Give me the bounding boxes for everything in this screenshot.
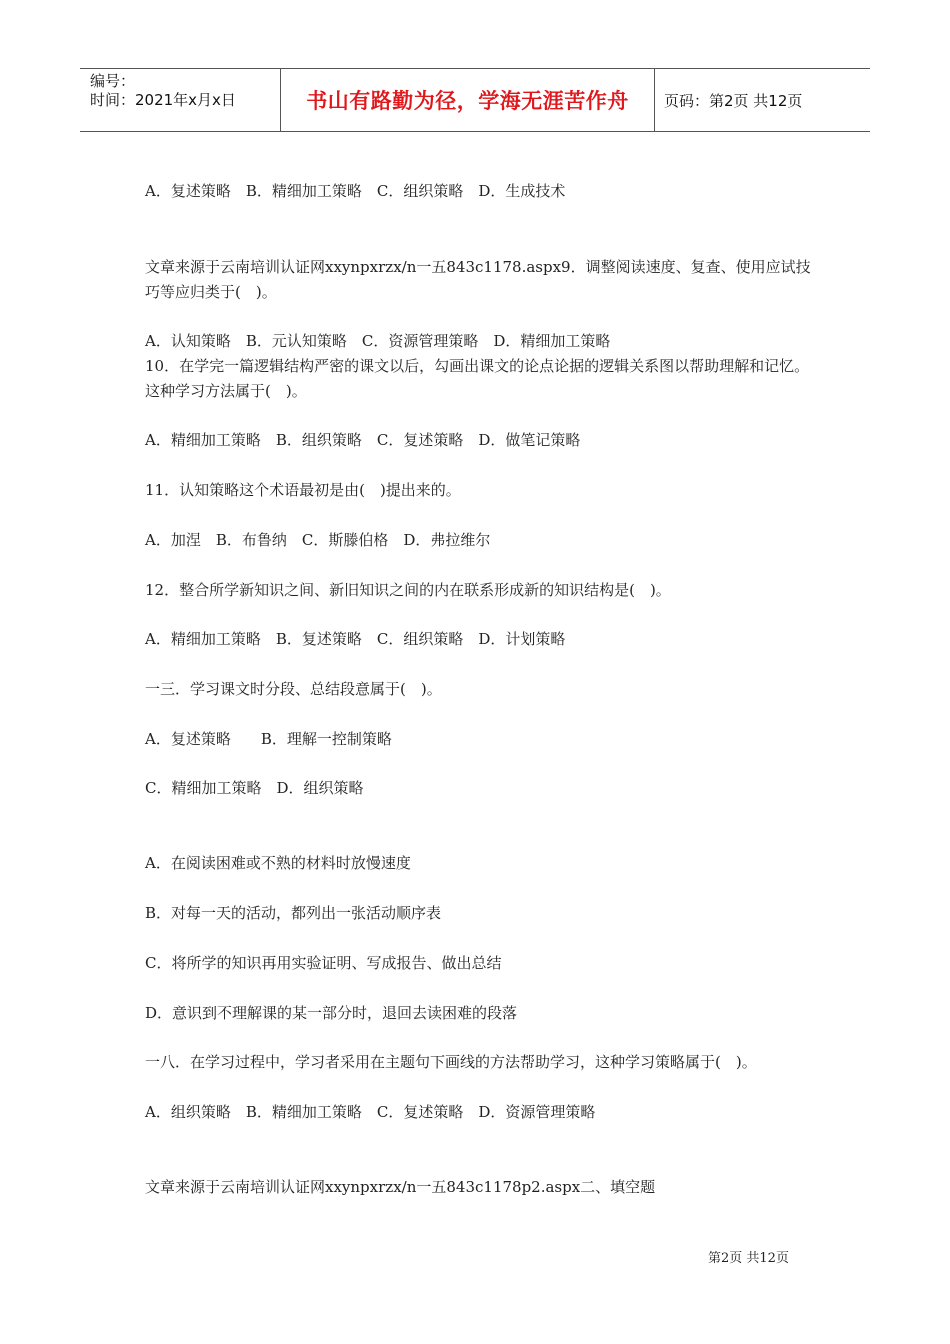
answer-options: C．精细加工策略 D．组织策略 [145, 779, 364, 797]
answer-options: A．复述策略 B．精细加工策略 C．组织策略 D．生成技术 [145, 182, 566, 200]
page-footer: 第2页 共12页 [708, 1251, 789, 1266]
question-text: 一三．学习课文时分段、总结段意属于( )。 [145, 680, 442, 698]
answer-options: A．精细加工策略 B．复述策略 C．组织策略 D．计划策略 [145, 630, 566, 648]
answer-options: A．认知策略 B．元认知策略 C．资源管理策略 D．精细加工策略 [145, 332, 611, 350]
answer-options: A．组织策略 B．精细加工策略 C．复述策略 D．资源管理策略 [145, 1103, 596, 1121]
answer-option: C．将所学的知识再用实验证明、写成报告、做出总结 [145, 954, 502, 972]
header-meta [90, 72, 236, 110]
question-text: 文章来源于云南培训认证网xxynpxrzx/n一五843c1178.aspx9．调整阅读速度、复查、使用应试技巧等应归类于( )。 [145, 258, 811, 301]
answer-options: A．精细加工策略 B．组织策略 C．复述策略 D．做笔记策略 [145, 431, 581, 449]
question-text: 11．认知策略这个术语最初是由( )提出来的。 [145, 481, 461, 499]
document-number-label: 编号： [90, 72, 136, 90]
question-text: 10．在学完一篇逻辑结构严密的课文以后，勾画出课文的论点论据的逻辑关系图以帮助理解和记忆。这种学习方法属于( )。 [145, 357, 810, 400]
header-page-info: 页码：第2页 共12页 [664, 91, 803, 110]
document-time-label: 时间：2021年x月x日 [90, 91, 236, 109]
header-motto: 书山有路勤为径，学海无涯苦作舟 [306, 89, 629, 113]
header-divider [654, 69, 655, 131]
answer-option: D．意识到不理解课的某一部分时，退回去读困难的段落 [145, 1004, 518, 1022]
answer-option: A．在阅读困难或不熟的材料时放慢速度 [145, 854, 411, 872]
page-header [80, 68, 870, 132]
question-text: 12．整合所学新知识之间、新旧知识之间的内在联系形成新的知识结构是( )。 [145, 581, 671, 599]
answer-options: A．加涅 B．布鲁纳 C．斯滕伯格 D．弗拉维尔 [145, 531, 491, 549]
source-note: 文章来源于云南培训认证网xxynpxrzx/n一五843c1178p2.aspx二、填空题 [145, 1178, 656, 1196]
question-text: 一八．在学习过程中，学习者采用在主题句下画线的方法帮助学习，这种学习策略属于( )。 [145, 1053, 757, 1071]
answer-options: A．复述策略 B．理解一控制策略 [145, 730, 392, 748]
answer-option: B．对每一天的活动，都列出一张活动顺序表 [145, 904, 442, 922]
